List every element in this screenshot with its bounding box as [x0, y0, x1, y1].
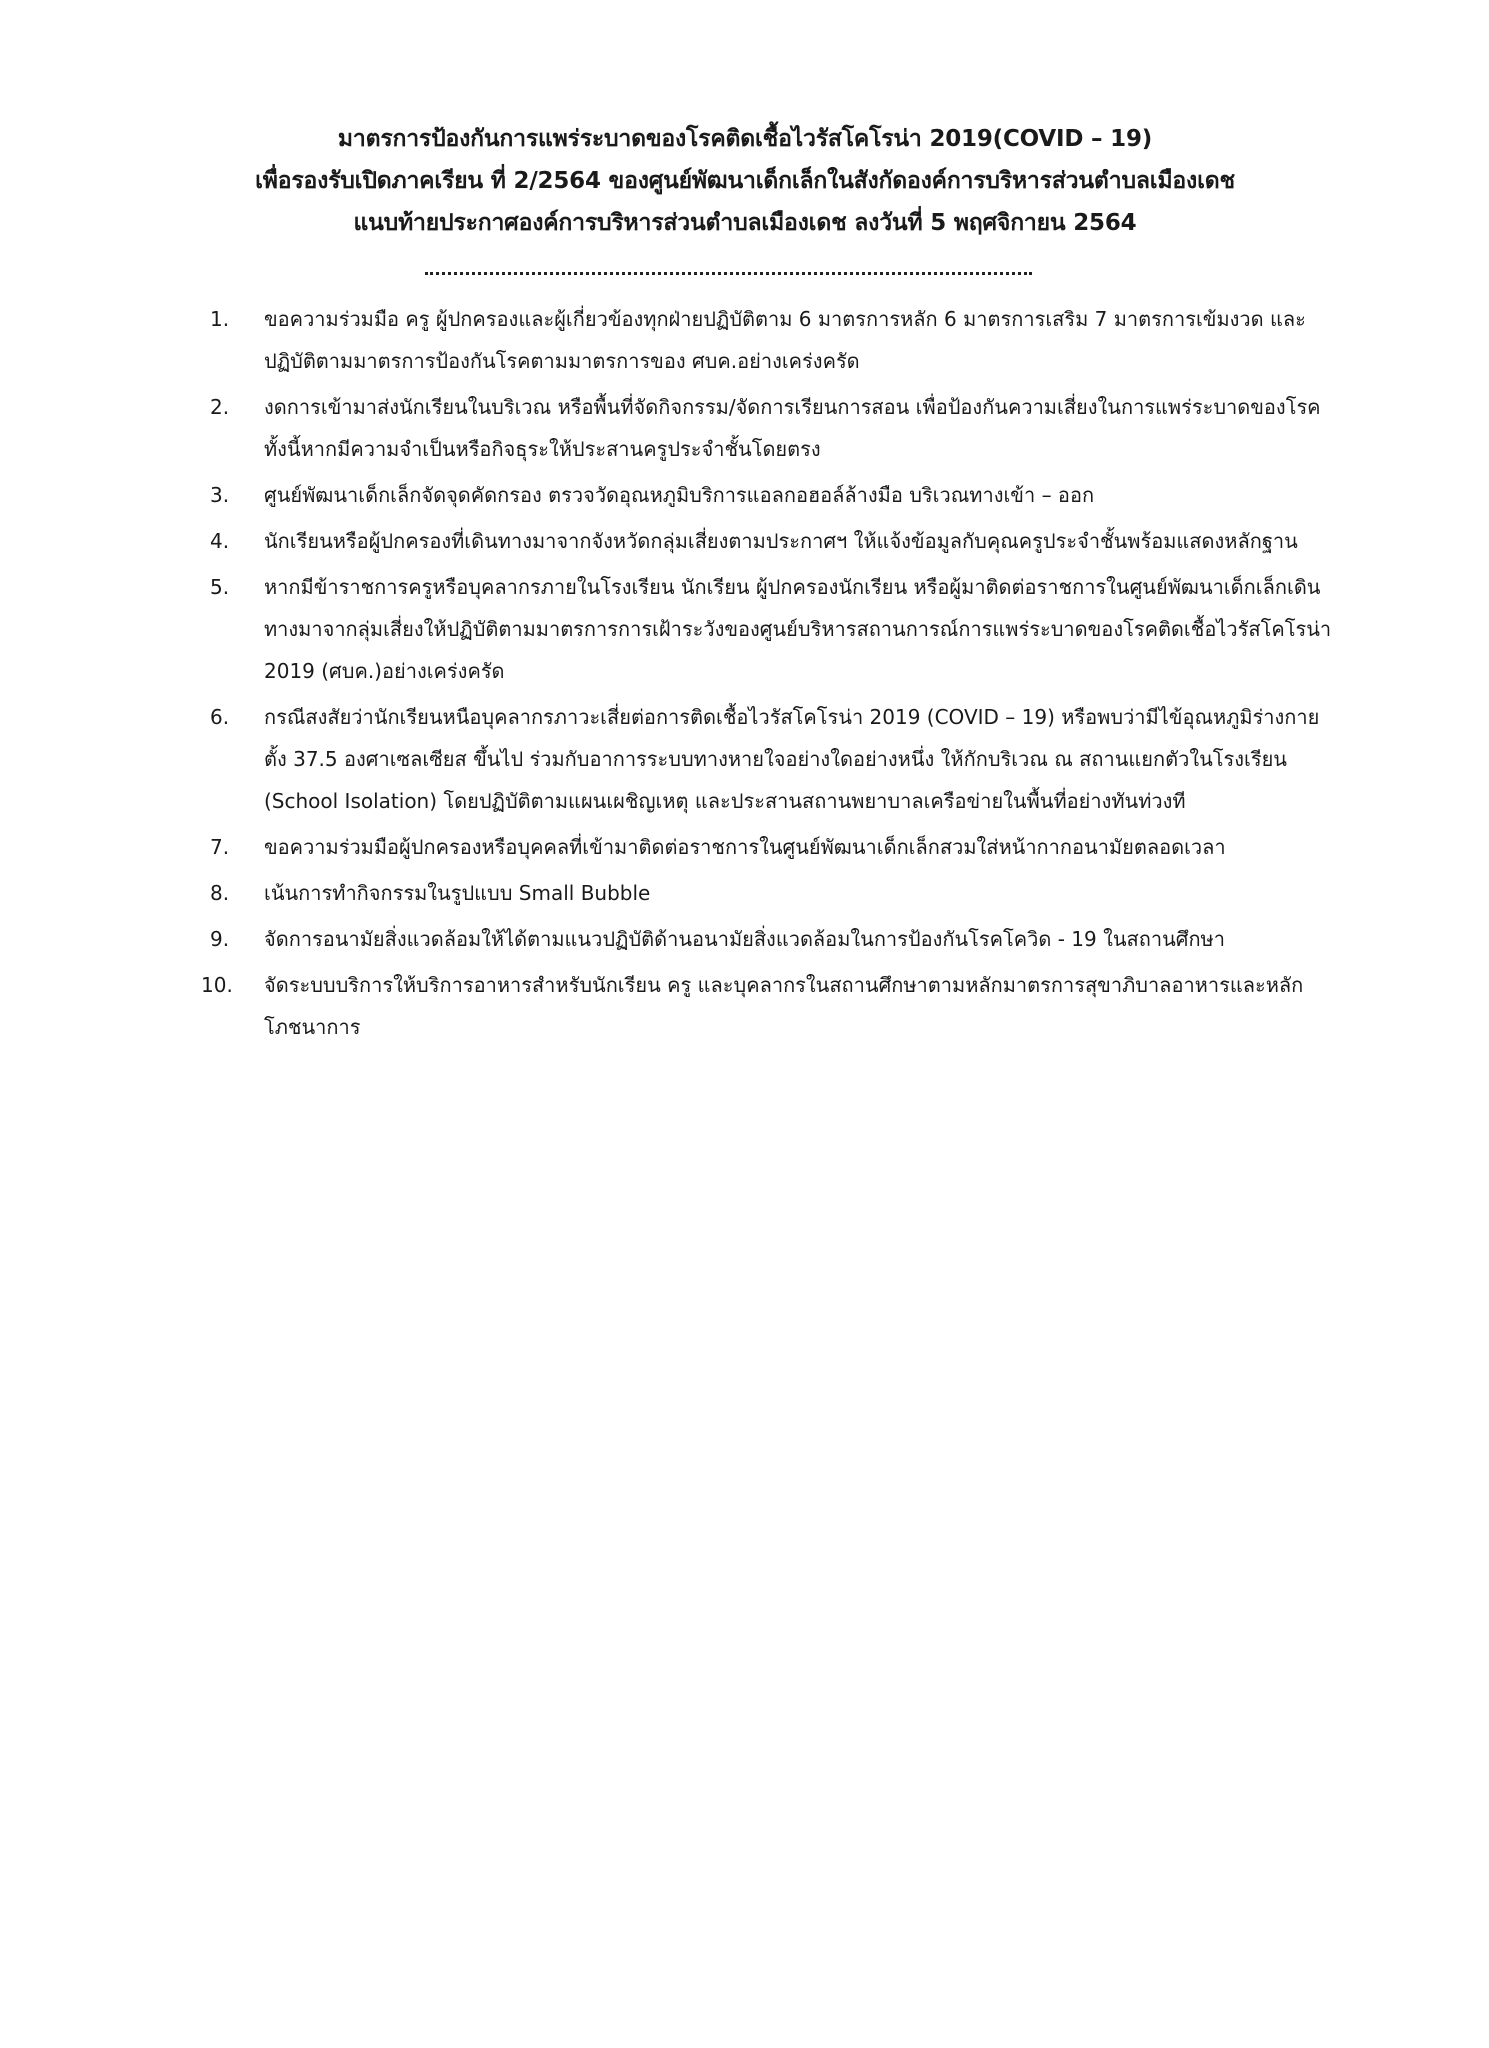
title-line-3: แนบท้ายประกาศองค์การบริหารส่วนตำบลเมืองเดช ลงวันที่ 5 พฤศจิกายน 2564	[353, 210, 1137, 236]
measure-item-5	[210, 566, 1340, 692]
measure-number: 6.	[210, 705, 230, 729]
measure-text: ขอความร่วมมือ ครู ผู้ปกครองและผู้เกี่ยวข้องทุกฝ่ายปฏิบัติตาม 6 มาตรการหลัก 6 มาตรการเสริม 7 มาตรการเข้มงวด และปฏิบัติตามมาตรการป้องกันโรคตามมาตรการของ ศบค.อย่างเคร่งครัด	[264, 307, 1306, 373]
measure-item-3	[210, 474, 1340, 516]
measure-number: 1.	[210, 307, 230, 331]
measure-text: งดการเข้ามาส่งนักเรียนในบริเวณ หรือพื้นที่จัดกิจกรรม/จัดการเรียนการสอน เพื่อป้องกันความเสี่ยงในการแพร่ระบาดของโรค ทั้งนี้หากมีความจำเป็นหรือกิจธุระให้ประสานครูประจำชั้นโดยตรง	[264, 395, 1321, 461]
measure-text: หากมีข้าราชการครูหรือบุคลากรภายในโรงเรียน นักเรียน ผู้ปกครองนักเรียน หรือผู้มาติดต่อราชการในศูนย์พัฒนาเด็กเล็กเดินทางมาจากลุ่มเสี่ยงให้ปฏิบัติตามมาตรการการเฝ้าระวังของศูนย์บริหารสถานการณ์การแพร่ระบาดของโรคติดเชื้อไวรัสโคโรน่า 2019 (ศบค.)อย่างเคร่งครัด	[264, 575, 1332, 683]
measure-text: นักเรียนหรือผู้ปกครองที่เดินทางมาจากจังหวัดกลุ่มเสี่ยงตามประกาศฯ ให้แจ้งข้อมูลกับคุณครูประจำชั้นพร้อมแสดงหลักฐาน	[264, 529, 1298, 553]
measure-text: เน้นการทำกิจกรรมในรูปแบบ Small Bubble	[264, 881, 651, 905]
measure-item-6	[210, 696, 1340, 822]
measure-text: จัดการอนามัยสิ่งแวดล้อมให้ได้ตามแนวปฏิบัติด้านอนามัยสิ่งแวดล้อมในการป้องกันโรคโควิด - 19 ในสถานศึกษา	[264, 927, 1225, 951]
measure-item-8	[210, 872, 1340, 914]
measure-number: 8.	[210, 881, 230, 905]
measure-number: 10.	[201, 973, 233, 997]
measure-number: 2.	[210, 395, 230, 419]
measure-number: 7.	[210, 835, 230, 859]
measure-text: ศูนย์พัฒนาเด็กเล็กจัดจุดคัดกรอง ตรวจวัดอุณหภูมิบริการแอลกอฮอล์ล้างมือ บริเวณทางเข้า – ออก	[264, 483, 1095, 507]
measure-item-4	[210, 520, 1340, 562]
measure-number: 4.	[210, 529, 230, 553]
dotted-separator	[425, 272, 1032, 275]
title-line-2: เพื่อรองรับเปิดภาคเรียน ที่ 2/2564 ของศูนย์พัฒนาเด็กเล็กในสังกัดองค์การบริหารส่วนตำบลเมืองเดช	[255, 168, 1235, 194]
measure-text: กรณีสงสัยว่านักเรียนหนือบุคลากรภาวะเสี่ยต่อการติดเชื้อไวรัสโคโรน่า 2019 (COVID – 19) หรือพบว่ามีไข้อุณหภูมิร่างกายตั้ง 37.5 องศาเซลเซียส ขึ้นไป ร่วมกับอาการระบบทางหายใจอย่างใดอย่างหนึ่ง ให้กักบริเวณ ณ สถานแยกตัวในโรงเรียน (School Isolation) โดยปฏิบัติตามแผนเผชิญเหตุ และประสานสถานพยาบาลเครือข่ายในพื้นที่อย่างทันท่วงที	[264, 705, 1320, 813]
measure-text: จัดระบบบริการให้บริการอาหารสำหรับนักเรียน ครู และบุคลากรในสถานศึกษาตามหลักมาตรการสุขาภิบาลอาหารและหลักโภชนาการ	[264, 973, 1304, 1039]
measure-number: 9.	[210, 927, 230, 951]
document-header	[150, 118, 1340, 244]
measure-item-7	[210, 826, 1340, 868]
measure-item-9	[210, 918, 1340, 960]
measure-number: 5.	[210, 575, 230, 599]
measure-item-10	[201, 964, 1340, 1048]
measure-number: 3.	[210, 483, 230, 507]
title-line-1: มาตรการป้องกันการแพร่ระบาดของโรคติดเชื้อไวรัสโคโรน่า 2019(COVID – 19)	[337, 126, 1153, 152]
measure-text: ขอความร่วมมือผู้ปกครองหรือบุคคลที่เข้ามาติดต่อราชการในศูนย์พัฒนาเด็กเล็กสวมใส่หน้ากากอนามัยตลอดเวลา	[264, 835, 1226, 859]
measure-item-2	[210, 386, 1340, 470]
measure-item-1	[210, 298, 1340, 382]
measures-list	[201, 298, 1340, 1052]
